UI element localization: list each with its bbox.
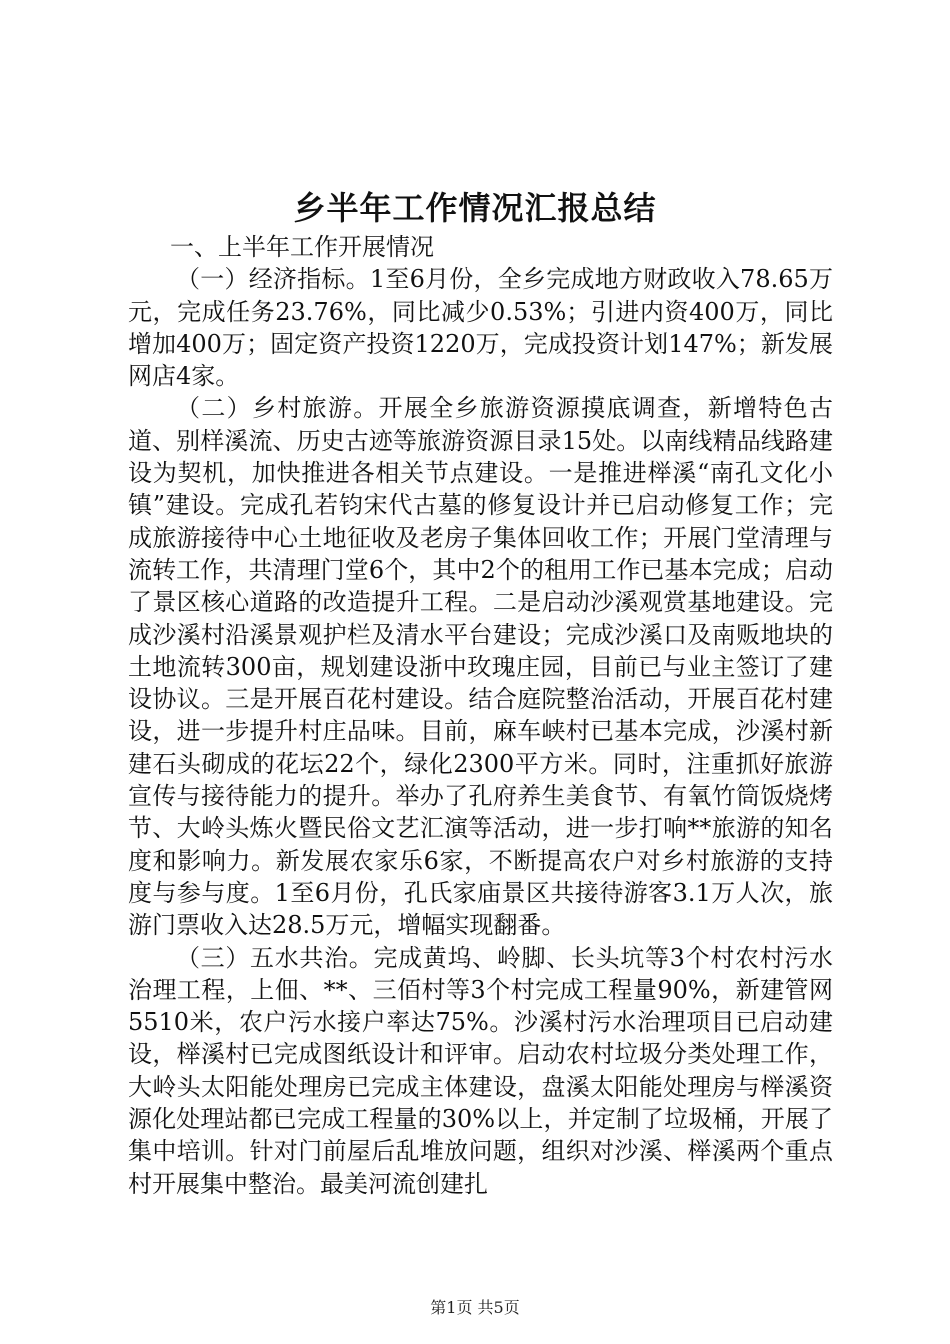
- document-body: [128, 231, 833, 1200]
- page-number-footer: 第1页 共5页: [430, 1298, 520, 1317]
- document-title: 乡半年工作情况汇报总结: [293, 189, 657, 227]
- paragraph-rural-tourism: （二）乡村旅游。开展全乡旅游资源摸底调查，新增特色古道、别样溪流、历史古迹等旅游资源目录15处。以南线精品线路建设为契机，加快推进各相关节点建设。一是推进榉溪“南孔文化小镇”建设。完成孔若钧宋代古墓的修复设计并已启动修复工作；完成旅游接待中心土地征收及老房子集体回收工作；开展门堂清理与流转工作，共清理门堂6个，其中2个的租用工作已基本完成；启动了景区核心道路的改造提升工程。二是启动沙溪观赏基地建设。完成沙溪村沿溪景观护栏及清水平台建设；完成沙溪口及南贩地块的土地流转300亩，规划建设浙中玫瑰庄园，目前已与业主签订了建设协议。三是开展百花村建设。结合庭院整治活动，开展百花村建设，进一步提升村庄品味。目前，麻车峡村已基本完成，沙溪村新建石头砌成的花坛22个，绿化2300平方米。同时，注重抓好旅游宣传与接待能力的提升。举办了孔府养生美食节、有氧竹筒饭烧烤节、大岭头炼火暨民俗文艺汇演等活动，进一步打响**旅游的知名度和影响力。新发展农家乐6家，不断提高农户对乡村旅游的支持度与参与度。1至6月份，孔氏家庙景区共接待游客3.1万人次，旅游门票收入达28.5万元，增幅实现翻番。: [128, 394, 833, 940]
- paragraph-economic-indicators: （一）经济指标。1至6月份，全乡完成地方财政收入78.65万元，完成任务23.76%，同比减少0.53%；引进内资400万，同比增加400万；固定资产投资1220万，完成投资计划147%；新发展网店4家。: [128, 265, 833, 391]
- paragraph-water-governance: （三）五水共治。完成黄坞、岭脚、长头坑等3个村农村污水治理工程，上佃、**、三佰村等3个村完成工程量90%，新建管网5510米，农户污水接户率达75%。沙溪村污水治理项目已启动建设，榉溪村已完成图纸设计和评审。启动农村垃圾分类处理工作，大岭头太阳能处理房已完成主体建设，盘溪太阳能处理房与榉溪资源化处理站都已完成工程量的30%以上，并定制了垃圾桶，开展了集中培训。针对门前屋后乱堆放问题，组织对沙溪、榉溪两个重点村开展集中整治。最美河流创建扎: [128, 943, 833, 1198]
- section-heading: 一、上半年工作开展情况: [170, 233, 434, 261]
